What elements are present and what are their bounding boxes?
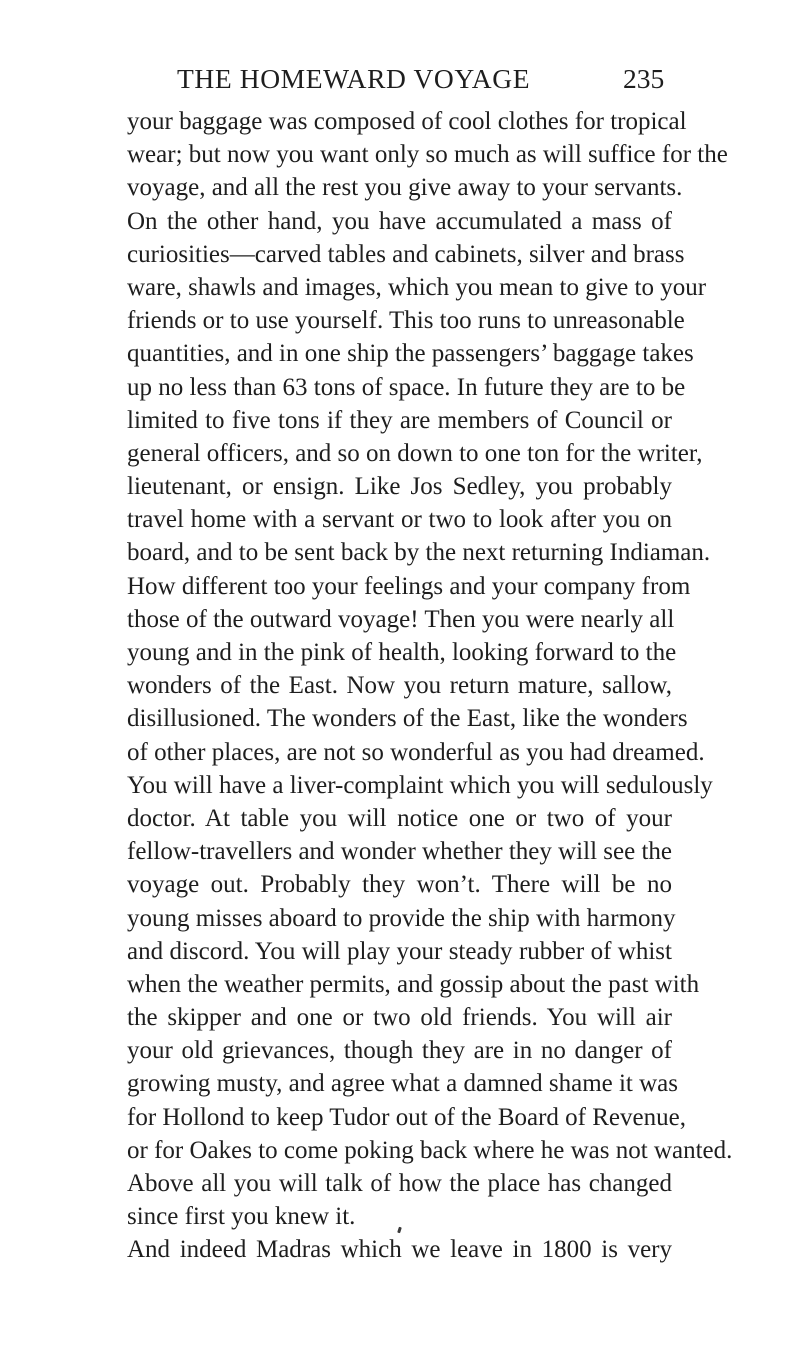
text-line: of other places, are not so wonderful as you had dreamed. [127, 738, 705, 766]
text-line: curiosities—carved tables and cabinets, silver and brass [127, 240, 685, 268]
text-line: wonders of the East. Now you return mature, sallow, [127, 672, 672, 700]
body-text [127, 105, 733, 1267]
text-line: and discord. You will play your steady rubber of whist [127, 937, 672, 965]
text-line: doctor. At table you will notice one or two of your [127, 804, 672, 832]
text-line: friends or to use yourself. This too runs to unreasonable [127, 307, 685, 335]
running-title: THE HOMEWARD VOYAGE [177, 63, 531, 94]
text-line: your old grievances, though they are in no danger of [127, 1037, 672, 1065]
text-line: ware, shawls and images, which you mean to give to your [127, 273, 707, 301]
text-line: general officers, and so on down to one ton for the writer, [127, 439, 703, 467]
text-line: quantities, and in one ship the passengers’ baggage takes [127, 340, 694, 368]
text-line: those of the outward voyage! Then you were nearly all [127, 605, 675, 633]
text-line: up no less than 63 tons of space. In future they are to be [127, 373, 686, 401]
running-head [0, 62, 800, 96]
text-line: growing musty, and agree what a damned shame it was [127, 1070, 679, 1098]
text-line: the skipper and one or two old friends. You will air [127, 1004, 672, 1032]
text-line: You will have a liver-complaint which you will sedulously [127, 771, 713, 799]
text-line: voyage, and all the rest you give away to your servants. [127, 174, 683, 202]
text-line: when the weather permits, and gossip about the past with [127, 970, 700, 998]
text-line: disillusioned. The wonders of the East, like the wonders [127, 705, 688, 733]
text-line: since first you knew it. [127, 1203, 356, 1231]
text-line: your baggage was composed of cool clothes for tropical [127, 108, 687, 135]
text-line: for Hollond to keep Tudor out of the Board of Revenue, [127, 1103, 686, 1131]
page-number: 235 [623, 63, 665, 94]
text-line: How different too your feelings and your company from [127, 572, 691, 600]
text-line: voyage out. Probably they won’t. There will be no [127, 871, 672, 899]
text-line: young misses aboard to provide the ship with harmony [127, 904, 676, 932]
text-line: On the other hand, you have accumulated a mass of [127, 207, 672, 235]
text-line: lieutenant, or ensign. Like Jos Sedley, you probably [127, 473, 672, 501]
text-line: board, and to be sent back by the next returning Indiaman. [127, 539, 711, 567]
text-line: young and in the pink of health, looking forward to the [127, 639, 677, 666]
text-line: travel home with a servant or two to look after you on [127, 506, 672, 534]
text-line: limited to five tons if they are members of Council or [127, 406, 672, 434]
text-line: or for Oakes to come poking back where he was not wanted. [127, 1136, 733, 1164]
text-line: fellow-travellers and wonder whether they will see the [127, 838, 672, 866]
text-line: And indeed Madras which we leave in 1800 is very [127, 1236, 672, 1264]
text-line: Above all you will talk of how the place has changed [127, 1170, 672, 1197]
text-line: wear; but now you want only so much as will suffice for the [127, 141, 728, 169]
